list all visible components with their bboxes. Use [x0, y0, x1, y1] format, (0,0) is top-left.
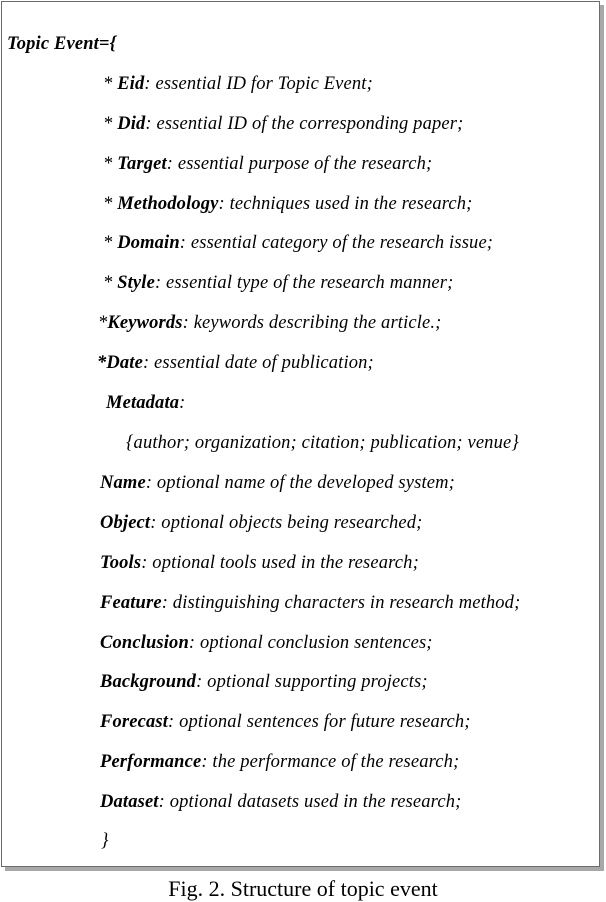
field-description: : optional datasets used in the research;: [158, 792, 462, 812]
field-description: : optional supporting projects;: [196, 672, 428, 692]
field-description: : optional objects being researched;: [150, 513, 423, 533]
field-prefix: *: [103, 74, 118, 94]
field-description: : distinguishing characters in research method;: [161, 593, 521, 613]
field-description: : optional sentences for future research;: [168, 712, 471, 732]
field-name: Domain: [117, 233, 180, 253]
field-name: Background: [100, 672, 197, 692]
field-name: Keywords: [107, 313, 183, 333]
field-row-methodology: [103, 193, 472, 215]
field-row-name: [100, 472, 455, 494]
field-description: : essential category of the research issue;: [179, 233, 494, 253]
field-description: : optional tools used in the research;: [141, 553, 419, 573]
field-name: Metadata: [106, 393, 180, 413]
field-row-metadata: [106, 392, 185, 414]
field-prefix: *: [103, 233, 118, 253]
field-row-eid: [103, 73, 373, 95]
field-row-dataset: [100, 791, 461, 813]
field-name: Style: [117, 273, 155, 293]
field-prefix: *: [98, 313, 108, 333]
field-description: :: [179, 393, 186, 413]
field-name: Did: [117, 114, 146, 134]
field-row-feature: [100, 592, 520, 614]
figure-header: Topic Event={: [7, 34, 117, 54]
field-prefix: *: [103, 194, 118, 214]
field-description: : essential date of publication;: [142, 353, 374, 373]
field-description: : optional conclusion sentences;: [188, 633, 433, 653]
field-description: : essential type of the research manner;: [154, 273, 454, 293]
field-description: : essential ID of the corresponding paper;: [145, 114, 464, 134]
field-prefix: *: [103, 273, 118, 293]
field-name: Object: [100, 513, 151, 533]
field-row-style: [103, 272, 453, 294]
field-description: : essential ID for Topic Event;: [144, 74, 373, 94]
field-prefix: *: [103, 154, 118, 174]
field-row-target: [103, 153, 432, 175]
field-row-domain: [103, 232, 493, 254]
field-name: Performance: [100, 752, 202, 772]
field-row-keywords: [98, 312, 442, 334]
field-row-performance: [100, 751, 459, 773]
field-description: : techniques used in the research;: [218, 194, 473, 214]
field-name: Methodology: [117, 194, 219, 214]
field-name: *Date: [97, 353, 143, 373]
figure-frame: [1, 1, 600, 867]
field-row-metadata-values: [126, 432, 519, 454]
field-description: : keywords describing the article.;: [182, 313, 442, 333]
figure-caption: Fig. 2. Structure of topic event: [168, 876, 438, 901]
field-description: {author; organization; citation; publication; venue}: [126, 433, 519, 453]
field-row-tools: [100, 552, 419, 574]
field-name: Name: [100, 473, 146, 493]
field-name: Tools: [100, 553, 142, 573]
field-row-object: [100, 512, 422, 534]
field-description: : optional name of the developed system;: [145, 473, 455, 493]
field-name: Forecast: [100, 712, 169, 732]
field-description: : essential purpose of the research;: [166, 154, 433, 174]
field-name: Target: [117, 154, 167, 174]
field-row-forecast: [100, 711, 471, 733]
field-description: : the performance of the research;: [201, 752, 460, 772]
field-row-conclusion: [100, 632, 433, 654]
field-name: Feature: [100, 593, 162, 613]
field-row-background: [100, 671, 428, 693]
field-name: Dataset: [100, 792, 159, 812]
field-name: Eid: [117, 74, 145, 94]
field-prefix: *: [103, 114, 118, 134]
field-row-did: [103, 113, 463, 135]
field-name: Conclusion: [100, 633, 189, 653]
field-row-date: [97, 352, 374, 374]
closing-brace: }: [101, 831, 109, 851]
